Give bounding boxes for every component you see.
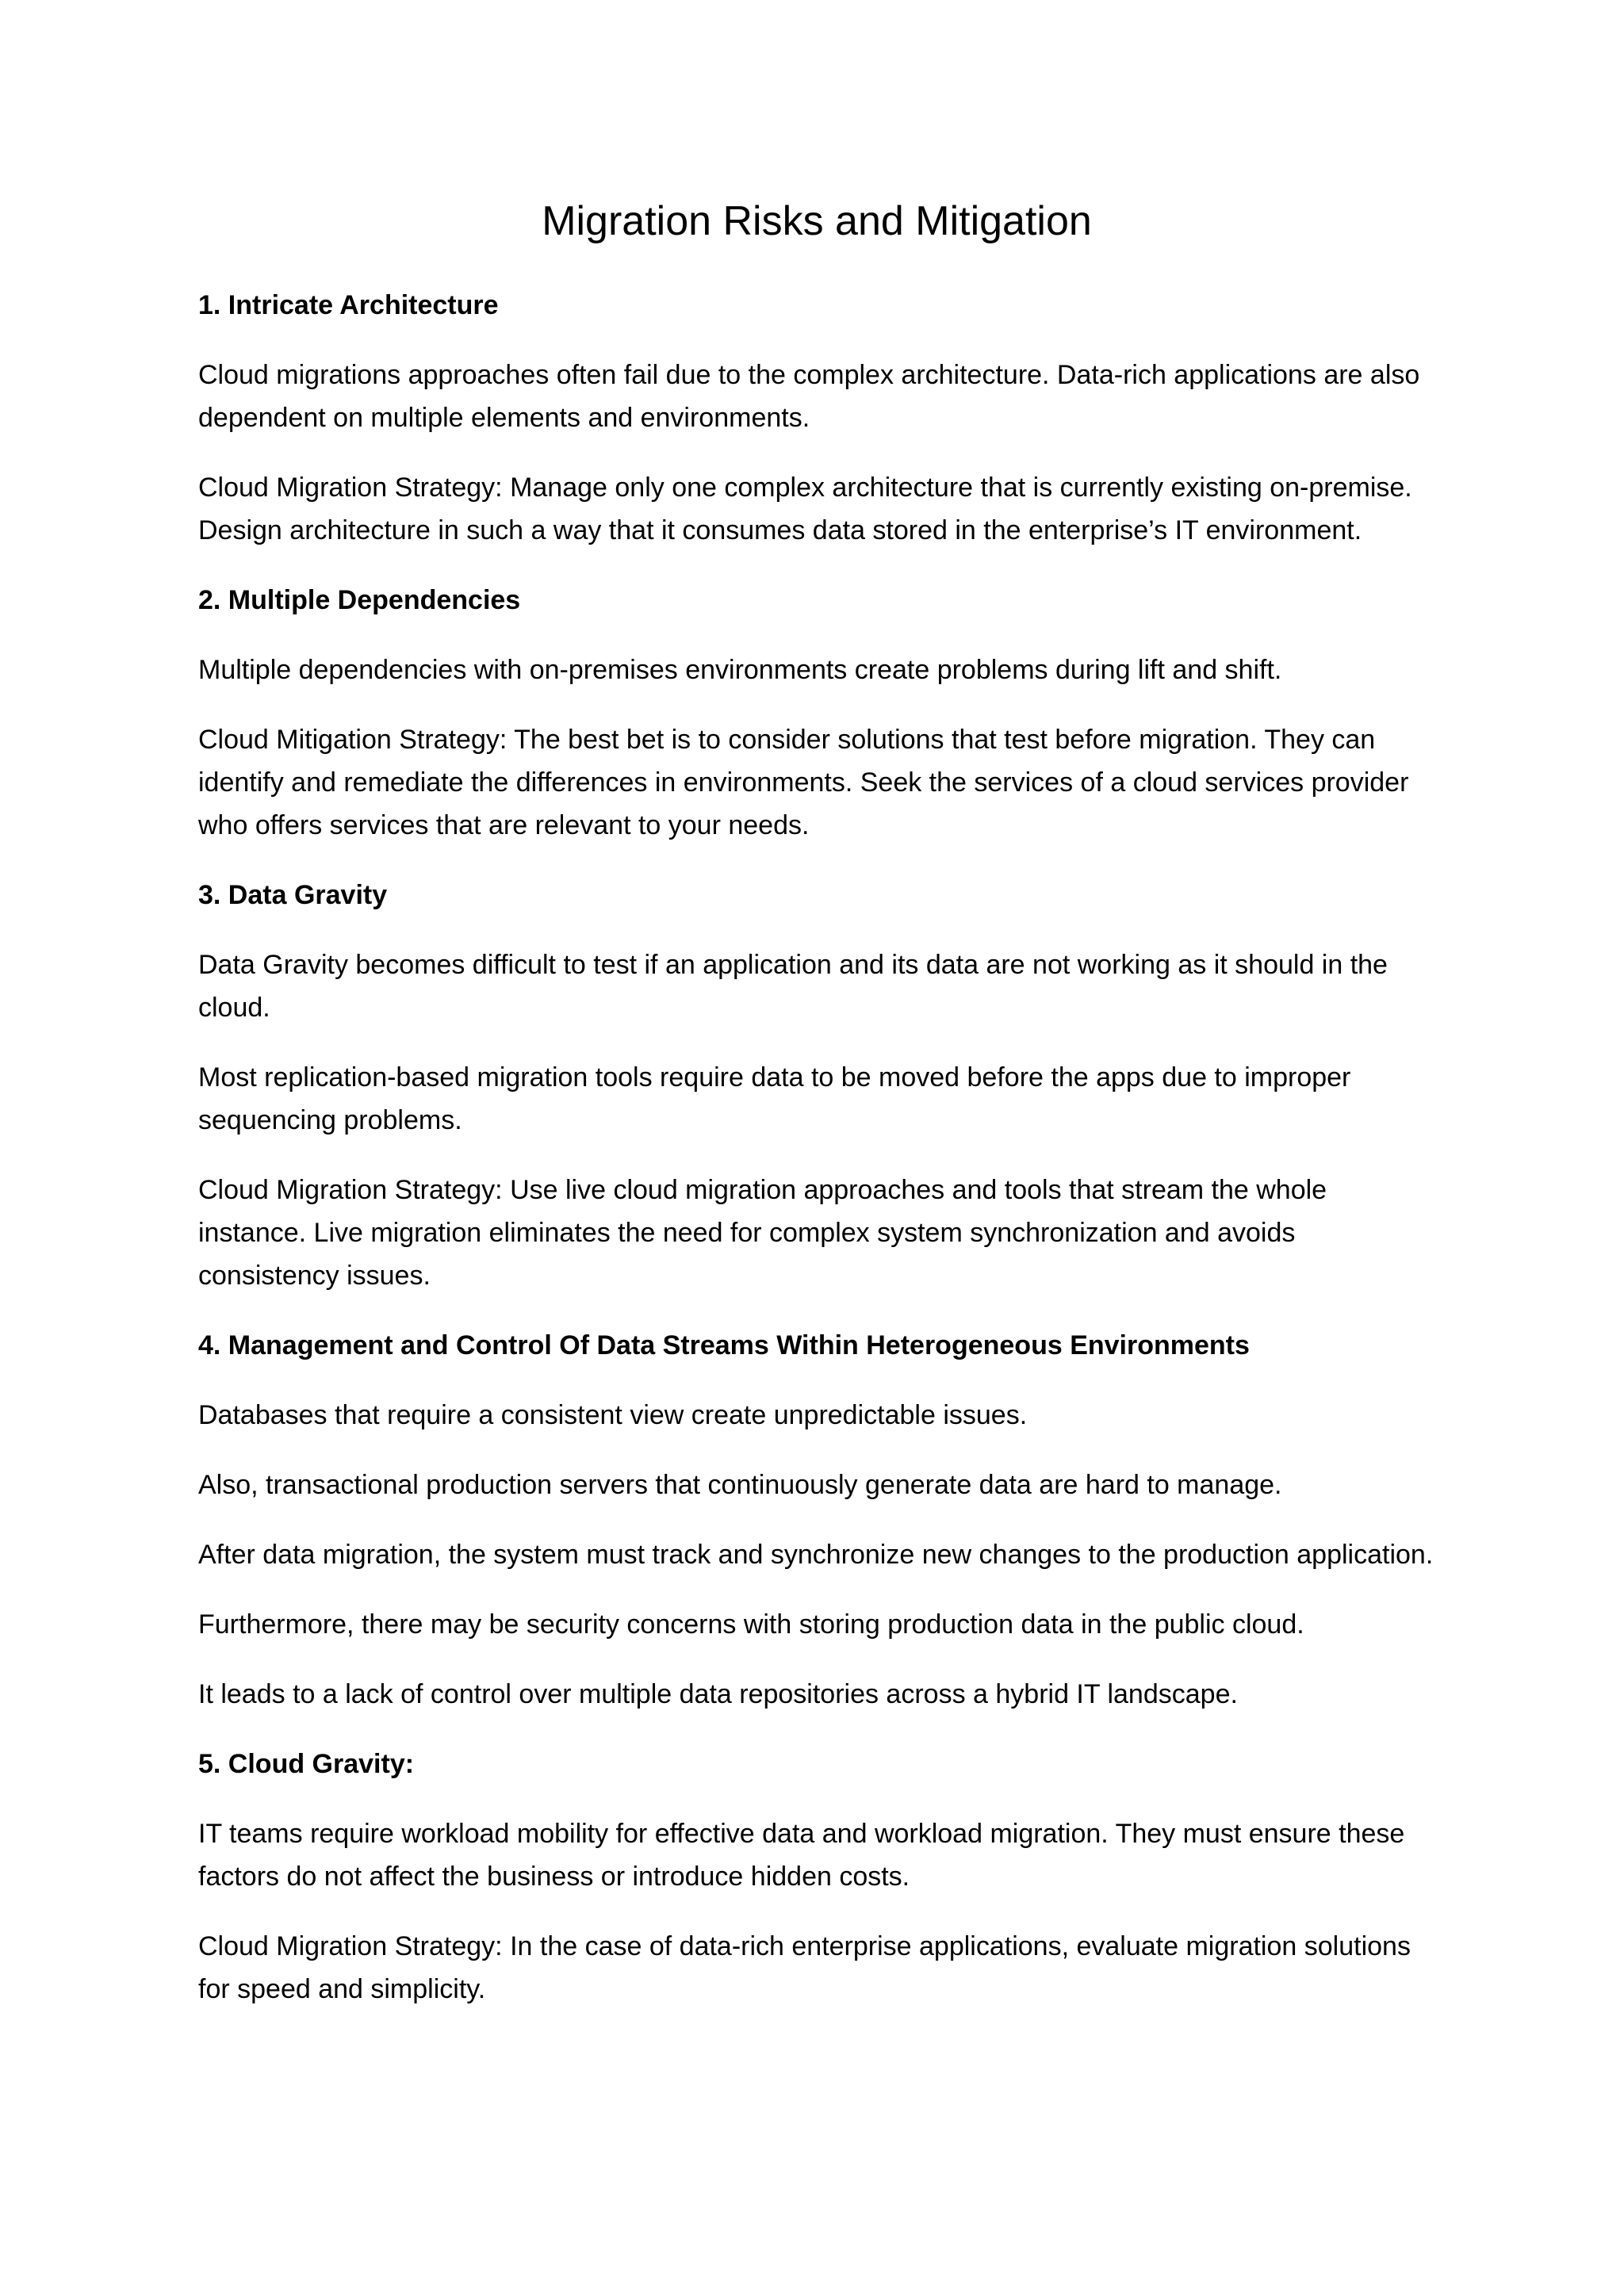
paragraph: Multiple dependencies with on-premises environments create problems during lift and shift. xyxy=(198,655,1282,685)
paragraph: Cloud Migration Strategy: In the case of data-rich enterprise applications, evaluate migration solutions for speed and simplicity. xyxy=(198,1931,1411,2004)
section-management-and-control xyxy=(198,1324,1435,1716)
document-page xyxy=(198,190,1435,2038)
section-intricate-architecture xyxy=(198,284,1435,552)
paragraph: It leads to a lack of control over multiple data repositories across a hybrid IT landscape. xyxy=(198,1679,1238,1709)
paragraph: Cloud migrations approaches often fail due to the complex architecture. Data-rich applications are also dependent on multiple elements and environments. xyxy=(198,360,1420,433)
paragraph: IT teams require workload mobility for effective data and workload migration. They must ensure these factors do not affect the business or introduce hidden costs. xyxy=(198,1819,1405,1892)
section-heading: 4. Management and Control Of Data Streams Within Heterogeneous Environments xyxy=(198,1330,1250,1360)
section-heading: 1. Intricate Architecture xyxy=(198,290,499,320)
paragraph: Data Gravity becomes difficult to test if an application and its data are not working as it should in the cloud. xyxy=(198,950,1388,1023)
section-heading: 2. Multiple Dependencies xyxy=(198,585,521,615)
paragraph: Most replication-based migration tools require data to be moved before the apps due to improper sequencing problems. xyxy=(198,1062,1351,1135)
section-multiple-dependencies xyxy=(198,579,1435,847)
paragraph: Also, transactional production servers that continuously generate data are hard to manage. xyxy=(198,1470,1282,1500)
page-title: Migration Risks and Mitigation xyxy=(542,198,1092,244)
paragraph: Cloud Migration Strategy: Use live cloud migration approaches and tools that stream the whole instance. Live migration eliminates the need for complex system synchronization and avoids consistency issues. xyxy=(198,1175,1327,1291)
section-data-gravity xyxy=(198,874,1435,1297)
paragraph: Databases that require a consistent view create unpredictable issues. xyxy=(198,1400,1028,1430)
section-heading: 3. Data Gravity xyxy=(198,880,388,910)
paragraph: Cloud Mitigation Strategy: The best bet is to consider solutions that test before migration. They can identify and remediate the differences in environments. Seek the services of a cloud services provider who offers services that are relevant to your needs. xyxy=(198,725,1409,840)
section-heading: 5. Cloud Gravity: xyxy=(198,1749,415,1779)
paragraph: After data migration, the system must track and synchronize new changes to the production application. xyxy=(198,1540,1434,1570)
paragraph: Furthermore, there may be security concerns with storing production data in the public cloud. xyxy=(198,1609,1304,1640)
section-cloud-gravity xyxy=(198,1743,1435,2011)
paragraph: Cloud Migration Strategy: Manage only one complex architecture that is currently existing on-premise. Design architecture in such a way that it consumes data stored in the enterprise’s IT environment. xyxy=(198,473,1412,545)
